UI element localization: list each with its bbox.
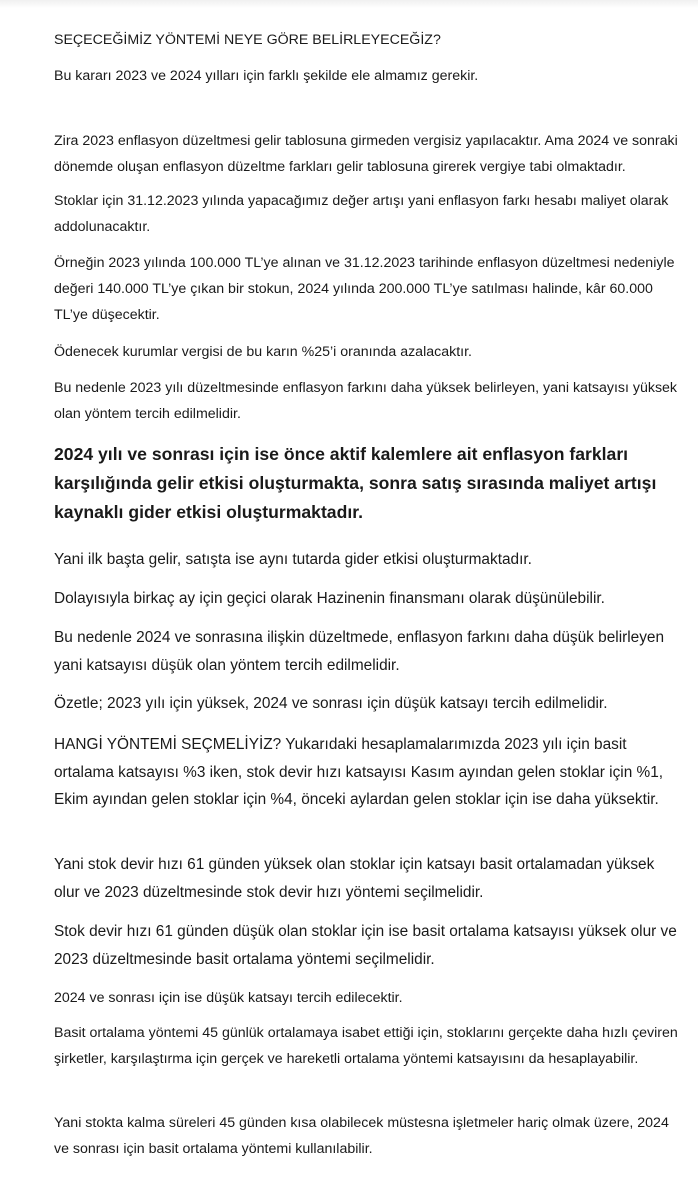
paragraph-2023-preference: Bu nedenle 2023 yılı düzeltmesinde enflasyon farkını daha yüksek belirleyen, yani katsayısı yüksek olan yöntem tercih edilmelidir. [54,380,678,422]
paragraph-conclusion: Yani stokta kalma süreleri 45 günden kısa olabilecek müstesna işletmeler hariç olmak üzere, 2024 ve sonrası için basit ortalama yöntemi kullanılabilir. [54,1115,669,1157]
paragraph-example: Örneğin 2023 yılında 100.000 TL’ye alınan ve 31.12.2023 tarihinde enflasyon düzeltmesi nedeniyle değeri 140.000 TL’ye çıkan bir stokun, 2024 yılında 200.000 TL’ye satılması halinde, kâr 60.000 TL’ye düşecektir. [54,255,675,323]
paragraph-decision: Bu kararı 2023 ve 2024 yılları için farklı şekilde ele almamız gerekir. [54,68,479,84]
paragraph-simple-average: Basit ortalama yöntemi 45 günlük ortalamaya isabet ettiği için, stoklarını gerçekte daha hızlı çeviren şirketler, karşılaştırma için gerçek ve hareketli ortalama yöntemi katsayısını da hesaplayabilir. [54,1025,678,1067]
paragraph-tax-treatment: Zira 2023 enflasyon düzeltmesi gelir tablosuna girmeden vergisiz yapılacaktır. Ama 2024 ve sonraki dönemde oluşan enflasyon düzeltme farkları gelir tablosuna girerek vergiye tabi olmaktadır. [54,133,678,175]
paragraph-summary: Özetle; 2023 yılı için yüksek, 2024 ve sonrası için düşük katsayı tercih edilmelidir. [54,695,608,712]
top-edge [0,0,698,8]
paragraph-stock-revaluation: Stoklar için 31.12.2023 yılında yapacağımız değer artışı yani enflasyon farkı hesabı maliyet olarak addolunacaktır. [54,193,669,235]
paragraph-corporate-tax: Ödenecek kurumlar vergisi de bu karın %25’i oranında azalacaktır. [54,344,472,360]
bold-paragraph-2024: 2024 yılı ve sonrası için ise önce aktif kalemlere ait enflasyon farkları karşılığında gelir etkisi oluşturmakta, sonra satış sırasında maliyet artışı kaynaklı gider etkisi oluşturmaktadır. [54,444,657,522]
paragraph-high-turnover: Yani stok devir hızı 61 günden yüksek olan stoklar için katsayı basit ortalamadan yüksek olur ve 2023 düzeltmesinde stok devir hızı yöntemi seçilmelidir. [54,856,655,901]
section-heading-paragraph: SEÇECEĞİMİZ YÖNTEMİ NEYE GÖRE BELİRLEYECEĞİZ? [54,32,441,48]
paragraph-2024-preference: Bu nedenle 2024 ve sonrasına ilişkin düzeltmede, enflasyon farkını daha düşük belirleyen yani katsayısı düşük olan yöntem tercih edilmelidir. [54,629,665,674]
paragraph-income-expense: Yani ilk başta gelir, satışta ise aynı tutarda gider etkisi oluşturmaktadır. [54,551,532,568]
paragraph-2024-low: 2024 ve sonrası için ise düşük katsayı tercih edilecektir. [54,990,403,1006]
paragraph-which-method: HANGİ YÖNTEMİ SEÇMELİYİZ? Yukarıdaki hesaplamalarımızda 2023 yılı için basit ortalama katsayısı %3 iken, stok devir hızı katsayısı Kasım ayından gelen stoklar için %1, Ekim ayından gelen stoklar için %4, önceki aylardan gelen stoklar için ise daha yüksektir. [54,736,664,808]
paragraph-treasury: Dolayısıyla birkaç ay için geçici olarak Hazinenin finansmanı olarak düşünülebilir. [54,590,605,607]
paragraph-low-turnover: Stok devir hızı 61 günden düşük olan stoklar için ise basit ortalama katsayısı yüksek olur ve 2023 düzeltmesinde basit ortalama yöntemi seçilmelidir. [54,923,677,968]
